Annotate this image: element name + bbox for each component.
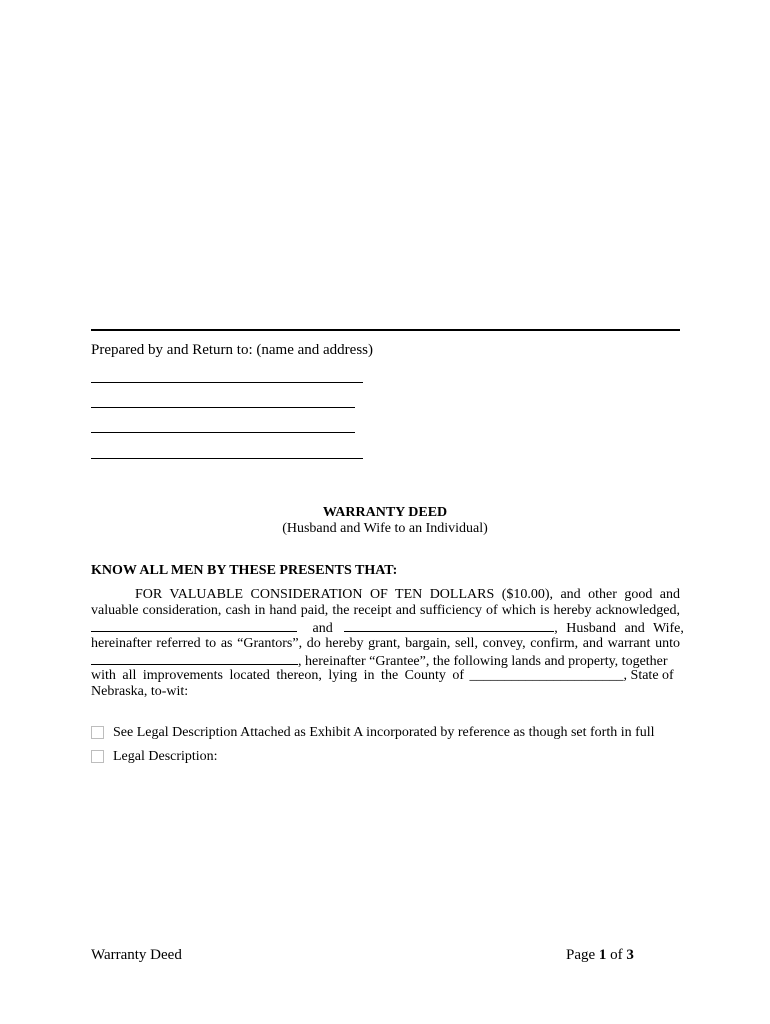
grantor-2-blank[interactable] xyxy=(344,619,554,632)
body-line-3 xyxy=(91,619,684,637)
state-text: , State of xyxy=(623,668,674,683)
husband-wife-text: , Husband and Wife, xyxy=(554,621,684,636)
top-rule xyxy=(91,329,680,331)
body-line-1: FOR VALUABLE CONSIDERATION OF TEN DOLLARS ($10.00), and other good and xyxy=(135,587,680,602)
footer-document-name: Warranty Deed xyxy=(91,947,182,963)
of-word: of xyxy=(610,947,623,963)
page-total: 3 xyxy=(626,947,634,963)
grantor-1-blank[interactable] xyxy=(91,619,297,632)
know-all-men-heading: KNOW ALL MEN BY THESE PRESENTS THAT: xyxy=(91,563,398,578)
body-line-2: valuable consideration, cash in hand paid, the receipt and sufficiency of which is hereby acknowledged, xyxy=(91,603,680,618)
document-title: WARRANTY DEED xyxy=(322,505,448,520)
prepared-by-label: Prepared by and Return to: (name and address) xyxy=(91,342,373,358)
exhibit-a-checkbox[interactable] xyxy=(91,726,104,739)
return-address-line-3[interactable] xyxy=(91,432,355,433)
legal-description-checkbox[interactable] xyxy=(91,750,104,763)
legal-description-label: Legal Description: xyxy=(113,749,218,764)
document-subtitle: (Husband and Wife to an Individual) xyxy=(282,521,488,536)
body-line-6 xyxy=(91,668,680,684)
return-address-line-2[interactable] xyxy=(91,407,355,408)
body-line-4: hereinafter referred to as “Grantors”, do hereby grant, bargain, sell, convey, confirm, and warrant unto xyxy=(91,636,680,651)
and-word: and xyxy=(312,621,333,636)
grantee-text: , hereinafter “Grantee”, the following lands and property, together xyxy=(298,654,668,669)
return-address-line-4[interactable] xyxy=(91,458,363,459)
return-address-line-1[interactable] xyxy=(91,382,363,383)
grantee-blank[interactable] xyxy=(91,652,298,665)
page-current: 1 xyxy=(598,947,607,963)
page-word: Page xyxy=(566,947,596,963)
county-blank[interactable]: ______________________ xyxy=(469,668,624,683)
body-line-7: Nebraska, to-wit: xyxy=(91,684,189,699)
exhibit-a-label: See Legal Description Attached as Exhibit A incorporated by reference as though set forth in full xyxy=(113,725,655,740)
county-text: with all improvements located thereon, lying in the County of xyxy=(91,668,465,683)
footer-page-number xyxy=(566,947,634,964)
